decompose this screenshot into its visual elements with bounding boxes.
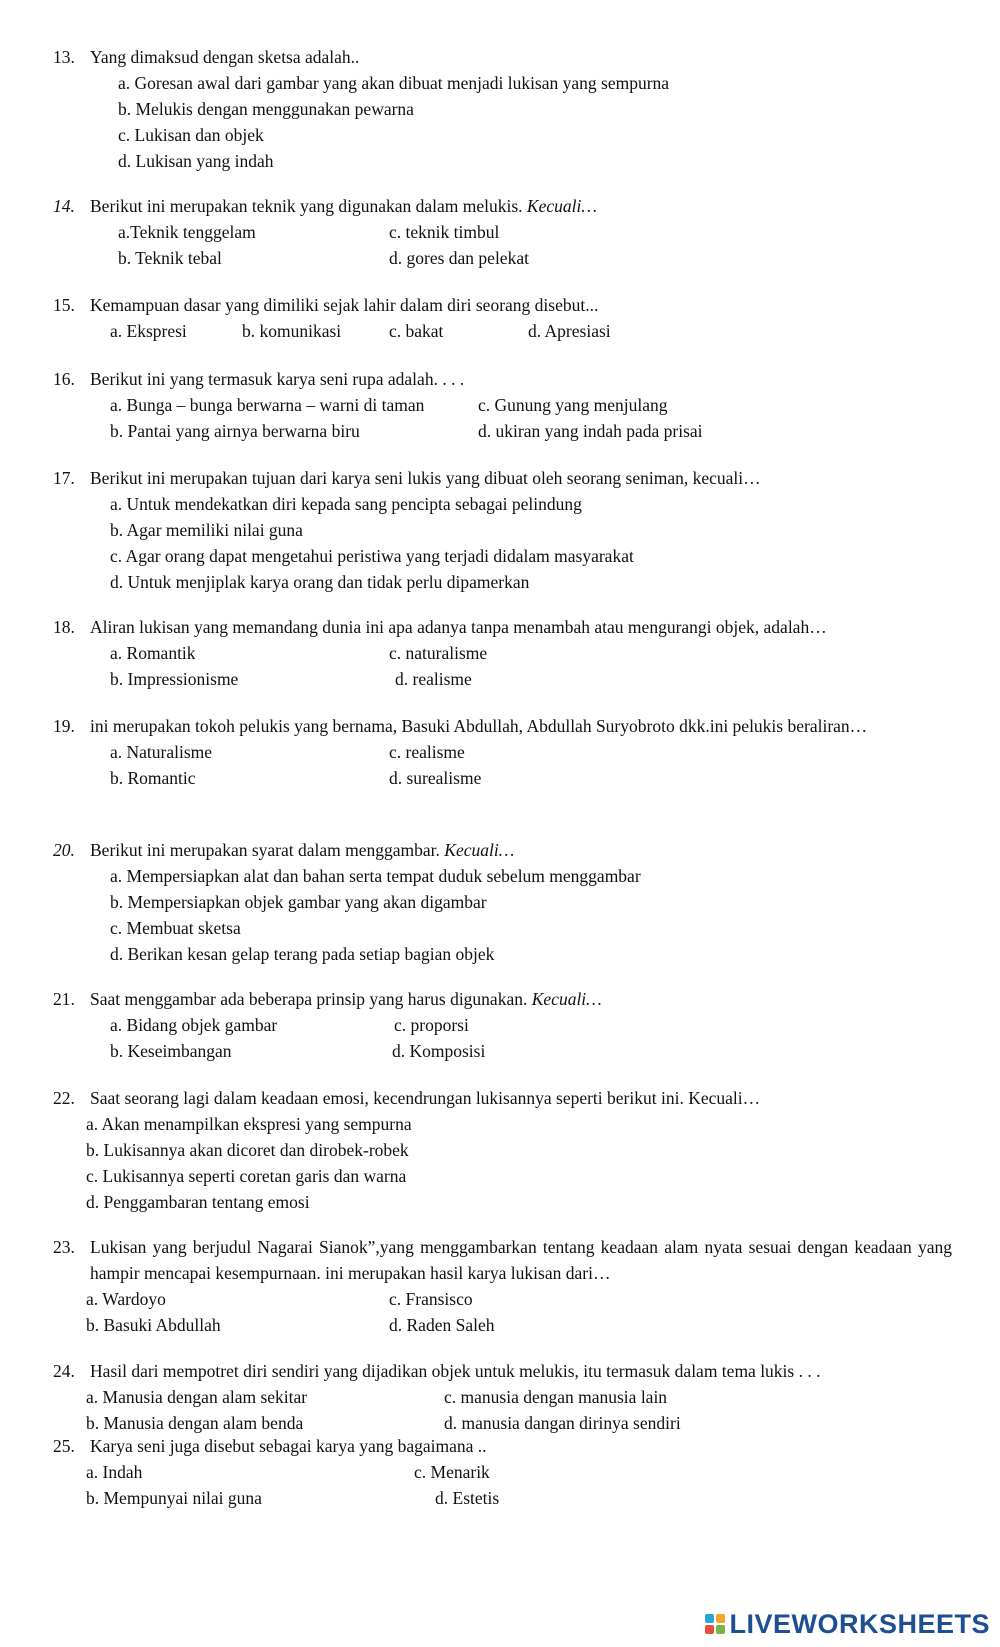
question-stem [0,465,1000,491]
question-number: 22. [53,1088,75,1108]
question-block [0,44,1000,174]
options-list [0,70,1000,174]
answer-option[interactable]: c. Membuat sketsa [110,918,241,938]
options-list [0,1384,1000,1436]
question-text-main: Hasil dari mempotret diri sendiri yang dijadikan objek untuk melukis, itu termasuk dalam tema lukis . . . [90,1361,821,1381]
answer-option[interactable]: d. Raden Saleh [389,1315,495,1335]
question-text [90,47,359,67]
liveworksheets-logo [705,1608,990,1640]
answer-option[interactable]: a. Mempersiapkan alat dan bahan serta tempat duduk sebelum menggambar [110,866,641,886]
logo-square [716,1614,725,1623]
question-stem [0,193,1000,219]
answer-option[interactable]: a. Romantik [110,643,196,663]
answer-option[interactable]: a. Manusia dengan alam sekitar [86,1387,308,1407]
option-row [0,70,1000,96]
option-row [0,491,1000,517]
answer-option[interactable]: d. gores dan pelekat [389,248,529,268]
option-row [0,1163,1000,1189]
question-stem [0,1234,1000,1286]
question-block [0,713,1000,791]
question-text-main: Berikut ini yang termasuk karya seni rupa adalah. . . . [90,369,465,389]
answer-option[interactable]: b. Pantai yang airnya berwarna biru [110,421,360,441]
question-text [90,1088,760,1108]
question-text-main: ini merupakan tokoh pelukis yang bernama, Basuki Abdullah, Abdullah Suryobroto dkk.ini pelukis beraliran… [90,716,868,736]
option-row [0,640,1000,666]
answer-option[interactable]: a. Bidang objek gambar [110,1015,278,1035]
answer-option[interactable]: c. realisme [389,742,465,762]
answer-option[interactable]: b. Melukis dengan menggunakan pewarna [118,99,414,119]
answer-option[interactable]: d. manusia dangan dirinya sendiri [444,1413,681,1433]
answer-option[interactable]: a. Bunga – bunga berwarna – warni di taman [110,395,425,415]
answer-option[interactable]: d. ukiran yang indah pada prisai [478,421,703,441]
answer-option[interactable]: c. Lukisannya seperti coretan garis dan warna [86,1166,407,1186]
option-row [0,666,1000,692]
question-text-main: Berikut ini merupakan syarat dalam menggambar. [90,840,440,860]
question-text [90,369,464,389]
question-stem [0,1433,1000,1459]
question-text-main: Lukisan yang berjudul Nagarai Sianok”,yang menggambarkan tentang keadaan alam nyata sesuai dengan keadaan yang hampir mencapai kesempurnaan. ini merupakan hasil karya lukisan dari… [90,1237,952,1283]
question-text-main: Karya seni juga disebut sebagai karya yang bagaimana .. [90,1436,487,1456]
question-block [0,986,1000,1064]
answer-option[interactable]: b. Manusia dengan alam benda [86,1413,304,1433]
option-row [0,1286,1000,1312]
option-row [0,245,1000,271]
answer-option[interactable]: c. teknik timbul [389,222,500,242]
option-row [0,765,1000,791]
answer-option[interactable]: b. Lukisannya akan dicoret dan dirobek-robek [86,1140,409,1160]
answer-option[interactable]: b. Romantic [110,768,196,788]
answer-option[interactable]: b. Mempunyai nilai guna [86,1488,262,1508]
question-text-italic: Kecuali… [531,989,602,1009]
answer-option[interactable]: d. Komposisi [392,1041,486,1061]
answer-option[interactable]: c. Lukisan dan objek [118,125,264,145]
options-list [0,1111,1000,1215]
answer-option[interactable]: c. naturalisme [389,643,488,663]
answer-option[interactable]: b. Teknik tebal [118,248,222,268]
option-row [0,122,1000,148]
option-row [0,1384,1000,1410]
answer-option[interactable]: d. Apresiasi [528,321,611,341]
question-block [0,837,1000,967]
answer-option[interactable]: d. surealisme [389,768,482,788]
question-block [0,1433,1000,1511]
answer-option[interactable]: a. Naturalisme [110,742,213,762]
options-list [0,1012,1000,1064]
question-number: 19. [53,716,75,736]
answer-option[interactable]: b. Impressionisme [110,669,239,689]
option-row [0,739,1000,765]
question-number: 24. [53,1361,75,1381]
answer-option[interactable]: d. Untuk menjiplak karya orang dan tidak perlu dipamerkan [110,572,530,592]
option-row [0,96,1000,122]
question-text [90,295,598,315]
answer-option[interactable]: c. Agar orang dapat mengetahui peristiwa yang terjadi didalam masyarakat [110,546,634,566]
question-block [0,193,1000,271]
option-row [0,863,1000,889]
option-row [0,543,1000,569]
question-stem [0,713,1000,739]
answer-option[interactable]: b. Basuki Abdullah [86,1315,221,1335]
options-list [0,863,1000,967]
answer-option[interactable]: c. Gunung yang menjulang [478,395,668,415]
question-text [90,716,867,736]
question-number: 18. [53,617,75,637]
answer-option[interactable]: b. Mempersiapkan objek gambar yang akan digambar [110,892,487,912]
answer-option[interactable]: a. Akan menampilkan ekspresi yang sempurna [86,1114,412,1134]
question-number: 21. [53,989,75,1009]
options-list [0,318,1000,344]
option-row [0,1459,1000,1485]
option-row [0,1485,1000,1511]
option-row [0,889,1000,915]
question-block [0,1358,1000,1436]
question-text-main: Aliran lukisan yang memandang dunia ini apa adanya tanpa menambah atau mengurangi objek, adalah… [90,617,827,637]
question-text [90,1361,820,1381]
question-number: 14. [53,196,75,216]
question-text [90,196,597,216]
question-stem [0,292,1000,318]
question-stem [0,366,1000,392]
question-number: 17. [53,468,75,488]
question-number: 13. [53,47,75,67]
question-text-italic: Kecuali… [444,840,515,860]
answer-option[interactable]: d. realisme [395,669,472,689]
option-row [0,941,1000,967]
question-text-main: Saat seorang lagi dalam keadaan emosi, kecendrungan lukisannya seperti berikut ini. Kecuali… [90,1088,761,1108]
question-text-main: Berikut ini merupakan tujuan dari karya seni lukis yang dibuat oleh seorang seniman, kecuali… [90,468,761,488]
answer-option[interactable]: d. Lukisan yang indah [118,151,274,171]
answer-option[interactable]: c. bakat [389,321,444,341]
question-block [0,614,1000,692]
options-list [0,392,1000,444]
question-text-italic: Kecuali… [526,196,597,216]
question-number: 20. [53,840,75,860]
question-text [90,989,602,1009]
answer-option[interactable]: c. proporsi [394,1015,469,1035]
question-stem [0,1085,1000,1111]
option-row [0,418,1000,444]
option-row [0,219,1000,245]
options-list [0,491,1000,595]
answer-option[interactable]: a. Indah [86,1462,143,1482]
option-row [0,1137,1000,1163]
answer-option[interactable]: d. Penggambaran tentang emosi [86,1192,310,1212]
question-stem [0,837,1000,863]
question-block [0,292,1000,344]
answer-option[interactable]: d. Berikan kesan gelap terang pada setiap bagian objek [110,944,495,964]
answer-option[interactable]: b. Agar memiliki nilai guna [110,520,303,540]
logo-square [705,1625,714,1634]
answer-option[interactable]: c. manusia dengan manusia lain [444,1387,668,1407]
logo-mark-icon [705,1614,725,1634]
question-text-main: Saat menggambar ada beberapa prinsip yang harus digunakan. [90,989,528,1009]
question-stem [0,1358,1000,1384]
answer-option[interactable]: a. Goresan awal dari gambar yang akan dibuat menjadi lukisan yang sempurna [118,73,670,93]
options-list [0,640,1000,692]
question-text [90,468,761,488]
answer-option[interactable]: a. Wardoyo [86,1289,166,1309]
option-row [0,318,1000,344]
question-stem [0,614,1000,640]
option-row [0,1111,1000,1137]
question-text-main: Kemampuan dasar yang dimiliki sejak lahir dalam diri seorang disebut... [90,295,599,315]
options-list [0,739,1000,791]
option-row [0,392,1000,418]
question-number: 23. [53,1237,75,1257]
option-row [0,1038,1000,1064]
options-list [0,219,1000,271]
answer-option[interactable]: b. Keseimbangan [110,1041,232,1061]
question-text-main: Yang dimaksud dengan sketsa adalah.. [90,47,360,67]
answer-option[interactable]: c. Fransisco [389,1289,473,1309]
question-block [0,1085,1000,1215]
question-text [90,840,514,860]
option-row [0,517,1000,543]
question-stem [0,986,1000,1012]
question-text [90,1436,487,1456]
question-block [0,366,1000,444]
answer-option[interactable]: a. Ekspresi [110,321,187,341]
option-row [0,1189,1000,1215]
option-row [0,915,1000,941]
option-row [0,148,1000,174]
answer-option[interactable]: b. komunikasi [242,321,342,341]
question-text [90,1237,952,1283]
logo-text: LIVEWORKSHEETS [729,1608,990,1639]
option-row [0,1012,1000,1038]
answer-option[interactable]: d. Estetis [435,1488,500,1508]
question-number: 16. [53,369,75,389]
option-row [0,1312,1000,1338]
logo-square [705,1614,714,1623]
question-stem [0,44,1000,70]
question-number: 15. [53,295,75,315]
answer-option[interactable]: c. Menarik [414,1462,490,1482]
logo-square [716,1625,725,1634]
question-text-main: Berikut ini merupakan teknik yang digunakan dalam melukis. [90,196,523,216]
question-block [0,465,1000,595]
question-block [0,1234,1000,1338]
options-list [0,1459,1000,1511]
answer-option[interactable]: a. Untuk mendekatkan diri kepada sang pencipta sebagai pelindung [110,494,582,514]
option-row [0,569,1000,595]
question-text [90,617,827,637]
question-number: 25. [53,1436,75,1456]
answer-option[interactable]: a.Teknik tenggelam [118,222,256,242]
options-list [0,1286,1000,1338]
